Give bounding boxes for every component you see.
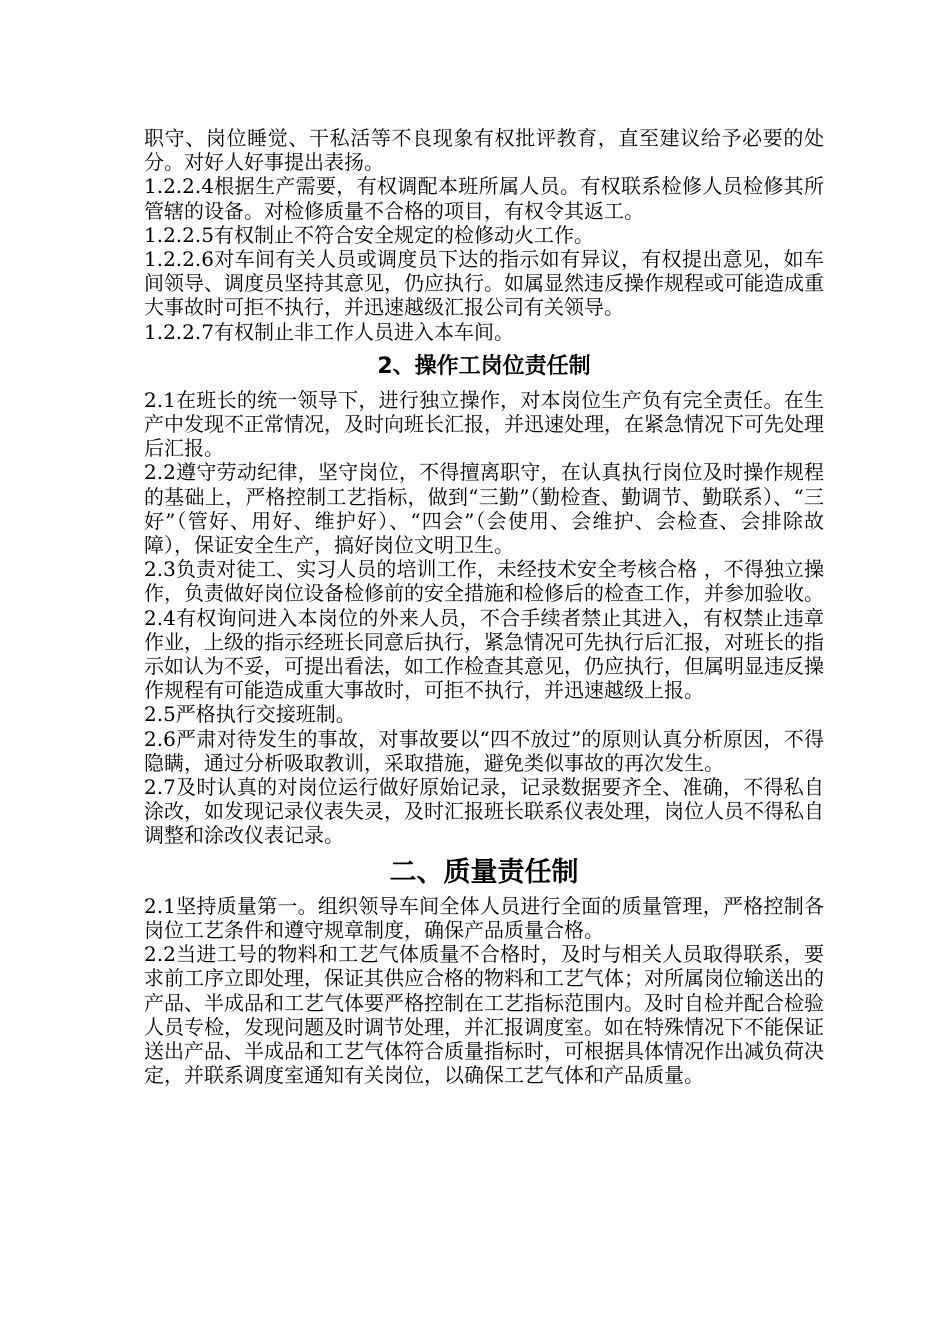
document-page bbox=[144, 126, 824, 1087]
paragraph-2-1: 2.1在班长的统一领导下，进行独立操作，对本岗位生产负有完全责任。在生产中发现不正常情况，及时向班长汇报，并迅速处理，在紧急情况下可先处理后汇报。 bbox=[144, 387, 824, 461]
paragraph-2-2: 2.2遵守劳动纪律，坚守岗位，不得擅离职守，在认真执行岗位及时操作规程的基础上，严格控制工艺指标，做到“三勤”（勤检查、勤调节、勤联系）、“三好”（管好、用好、维护好）、“四会”（会使用、会维护、会检查、会排除故障），保证安全生产，搞好岗位文明卫生。 bbox=[144, 460, 824, 558]
paragraph-2-6: 2.6严肃对待发生的事故，对事故要以“四不放过”的原则认真分析原因，不得隐瞒，通过分析吸取教训，采取措施，避免类似事故的再次发生。 bbox=[144, 726, 824, 775]
paragraph-continuation: 职守、岗位睡觉、干私活等不良现象有权批评教育，直至建议给予必要的处分。对好人好事提出表扬。 bbox=[144, 126, 824, 175]
paragraph-2-3: 2.3负责对徒工、实习人员的培训工作，未经技术安全考核合格 ，不得独立操作，负责做好岗位设备检修前的安全措施和检修后的检查工作，并参加验收。 bbox=[144, 557, 824, 606]
paragraph-2-4: 2.4有权询问进入本岗位的外来人员，不合手续者禁止其进入，有权禁止违章作业，上级的指示经班长同意后执行，紧急情况可先执行后汇报，对班长的指示如认为不妥，可提出看法，如工作检查其意见，仍应执行，但属明显违反操作规程有可能造成重大事故时，可拒不执行，并迅速越级上报。 bbox=[144, 605, 824, 703]
paragraph-1-2-2-5: 1.2.2.5有权制止不符合安全规定的检修动火工作。 bbox=[144, 222, 594, 247]
paragraph-1-2-2-7: 1.2.2.7有权制止非工作人员进入本车间。 bbox=[144, 319, 514, 344]
section-heading-quality-responsibility: 二、质量责任制 bbox=[389, 856, 579, 888]
paragraph-2-7: 2.7及时认真的对岗位运行做好原始记录，记录数据要齐全、准确，不得私自涂改，如发现记录仪表失灵，及时汇报班长联系仪表处理，岗位人员不得私自调整和涂改仪表记录。 bbox=[144, 775, 824, 848]
paragraph-2-5: 2.5严格执行交接班制。 bbox=[144, 702, 356, 727]
paragraph-quality-2-2: 2.2当进工号的物料和工艺气体质量不合格时，及时与相关人员取得联系，要求前工序立即处理，保证其供应合格的物料和工艺气体；对所属岗位输送出的产品、半成品和工艺气体要严格控制在工艺指标范围内。及时自检并配合检验人员专检，发现问题及时调节处理，并汇报调度室。如在特殊情况下不能保证送出产品、半成品和工艺气体符合质量指标时，可根据具体情况作出减负荷决定，并联系调度室通知有关岗位，以确保工艺气体和产品质量。 bbox=[144, 942, 824, 1088]
section-heading-operator-responsibility: 2、操作工岗位责任制 bbox=[377, 353, 591, 379]
paragraph-1-2-2-6: 1.2.2.6对车间有关人员或调度员下达的指示如有异议，有权提出意见，如车间领导、调度员坚持其意见，仍应执行。如属显然违反操作规程或可能造成重大事故时可拒不执行，并迅速越级汇报公司有关领导。 bbox=[144, 247, 824, 320]
paragraph-1-2-2-4: 1.2.2.4根据生产需要，有权调配本班所属人员。有权联系检修人员检修其所管辖的设备。对检修质量不合格的项目，有权令其返工。 bbox=[144, 174, 824, 223]
paragraph-quality-2-1: 2.1坚持质量第一。组织领导车间全体人员进行全面的质量管理，严格控制各岗位工艺条件和遵守规章制度，确保产品质量合格。 bbox=[144, 893, 824, 942]
